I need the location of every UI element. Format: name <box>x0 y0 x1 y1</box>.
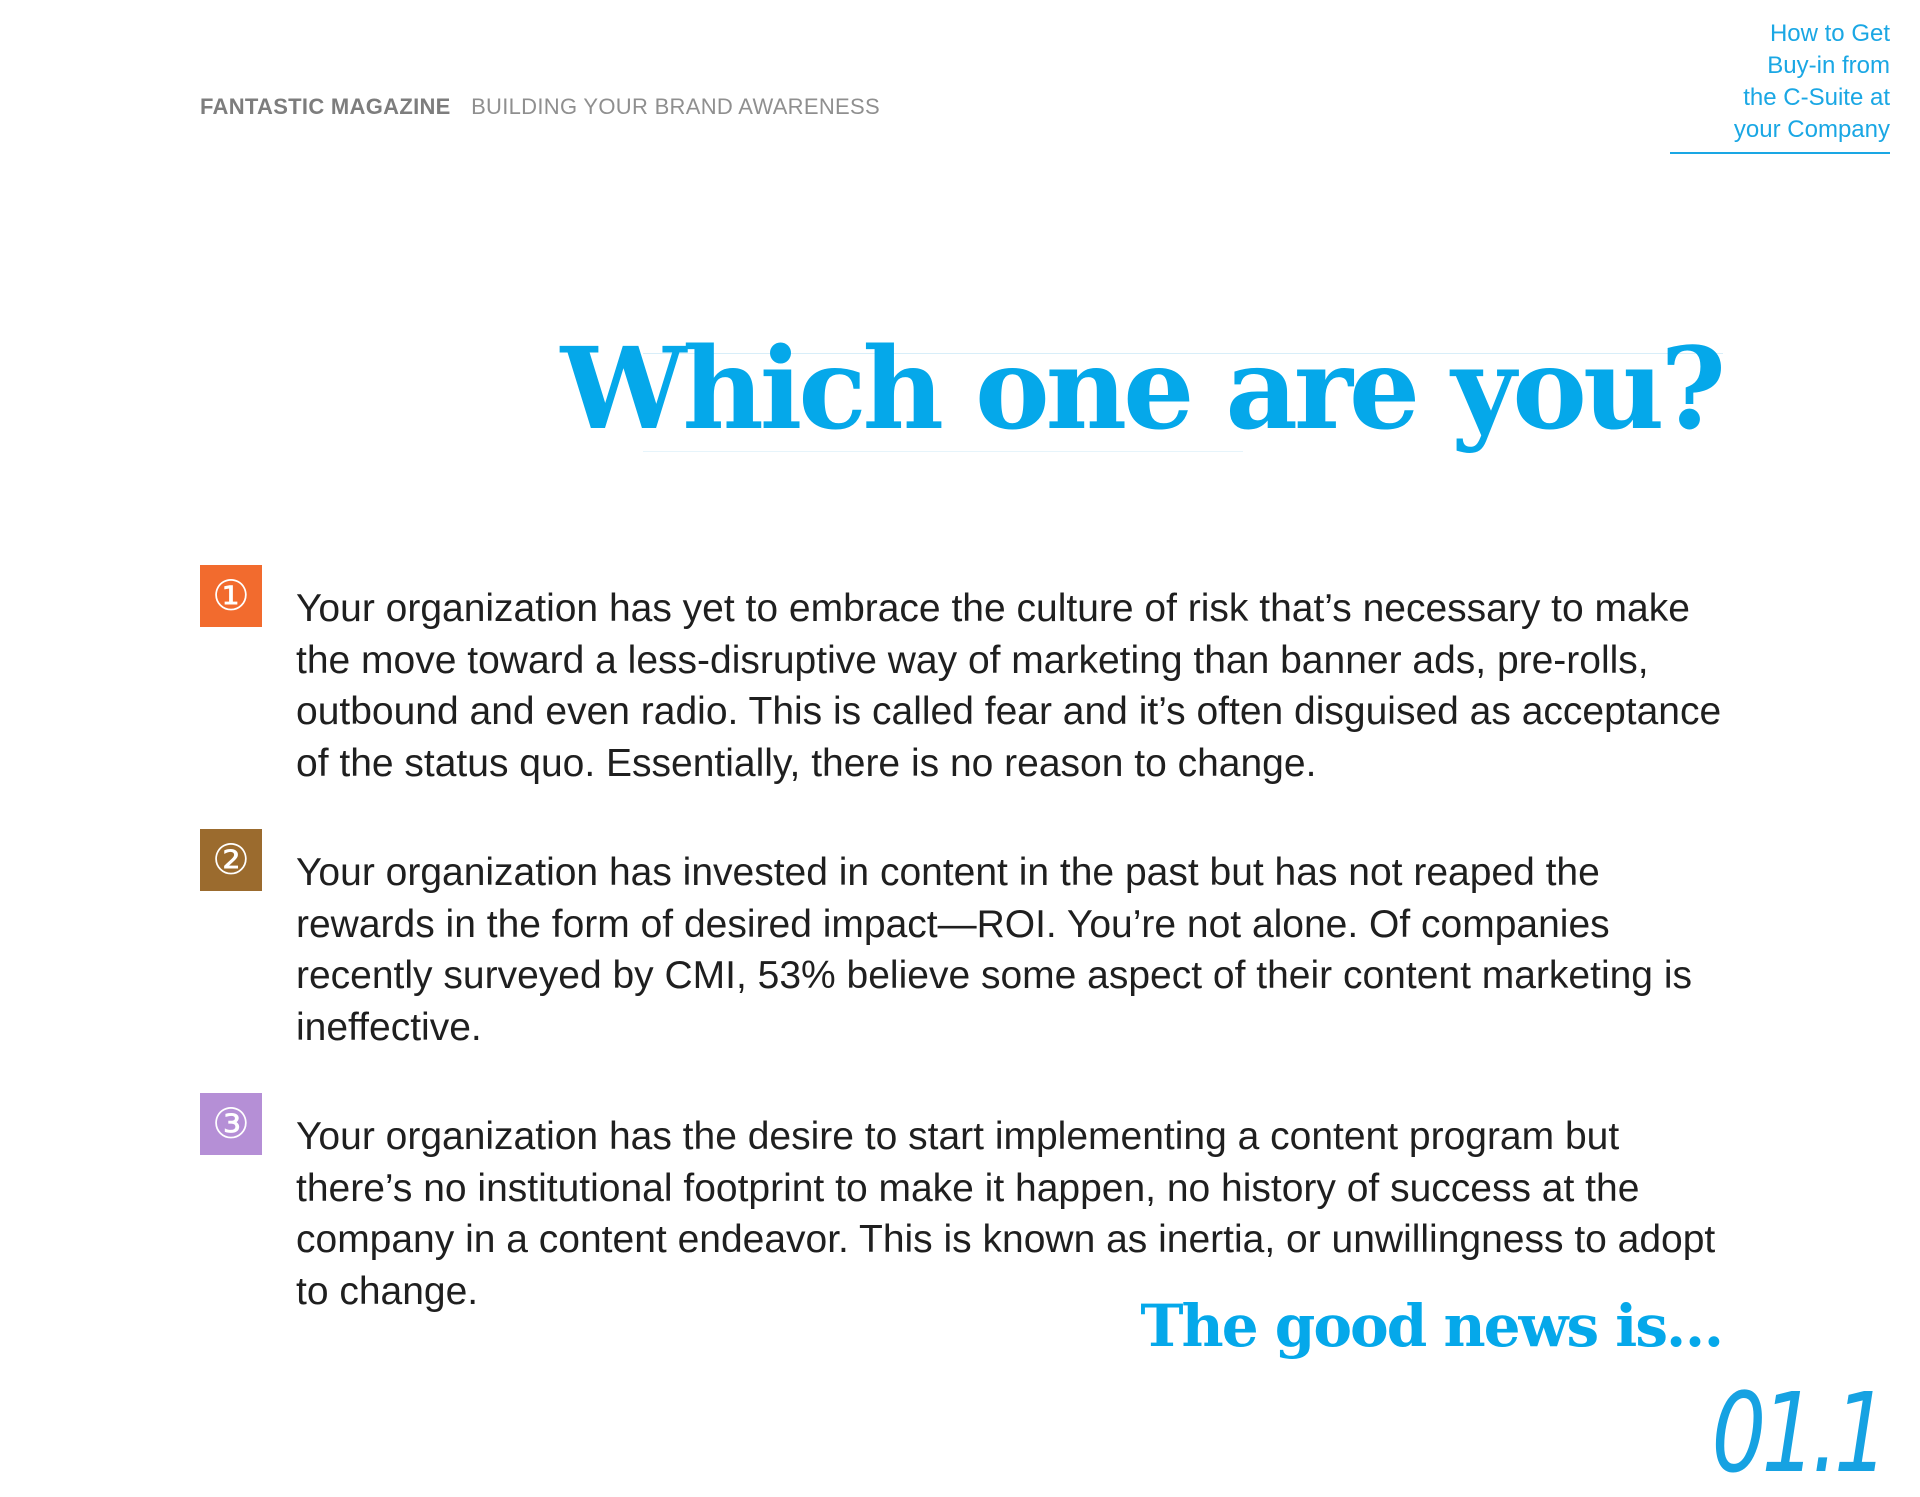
magazine-name: FANTASTIC MAGAZINE <box>200 94 451 119</box>
number-badge-3: ③ <box>200 1093 262 1155</box>
chapter-link[interactable] <box>1670 18 1890 154</box>
list-item-text: Your organization has invested in content in the past but has not reaped the rewards in the form of desired impact—ROI. You’re not alone. Of companies recently surveyed by CMI, 53% believe some aspect of their content marketing is ineffective. <box>296 851 1692 1049</box>
chapter-link-line: your Company <box>1733 116 1890 143</box>
chapter-link-line: Buy-in from <box>1767 52 1890 79</box>
page-number: 01.1 <box>1711 1369 1884 1497</box>
list-item-text: Your organization has the desire to start implementing a content program but there’s no institutional footprint to make it happen, no history of success at the company in a content endeavor. This is known as inertia, or unwillingness to adopt to change. <box>296 1115 1716 1313</box>
page-title: Which one are you? <box>560 324 1722 455</box>
chapter-link-line: How to Get <box>1769 20 1890 47</box>
number-badge-1: ① <box>200 565 262 627</box>
running-header <box>200 94 880 120</box>
chapter-link-line: the C-Suite at <box>1743 84 1890 111</box>
good-news-teaser: The good news is… <box>1140 1292 1722 1360</box>
number-badge-2: ② <box>200 829 262 891</box>
list-item-text: Your organization has yet to embrace the culture of risk that’s necessary to make the move toward a less-disruptive way of marketing than banner ads, pre-rolls, outbound and even radio. This is called fear and it’s often disguised as acceptance of the status quo. Essentially, there is no reason to change. <box>296 587 1722 785</box>
section-name: BUILDING YOUR BRAND AWARENESS <box>471 94 880 119</box>
